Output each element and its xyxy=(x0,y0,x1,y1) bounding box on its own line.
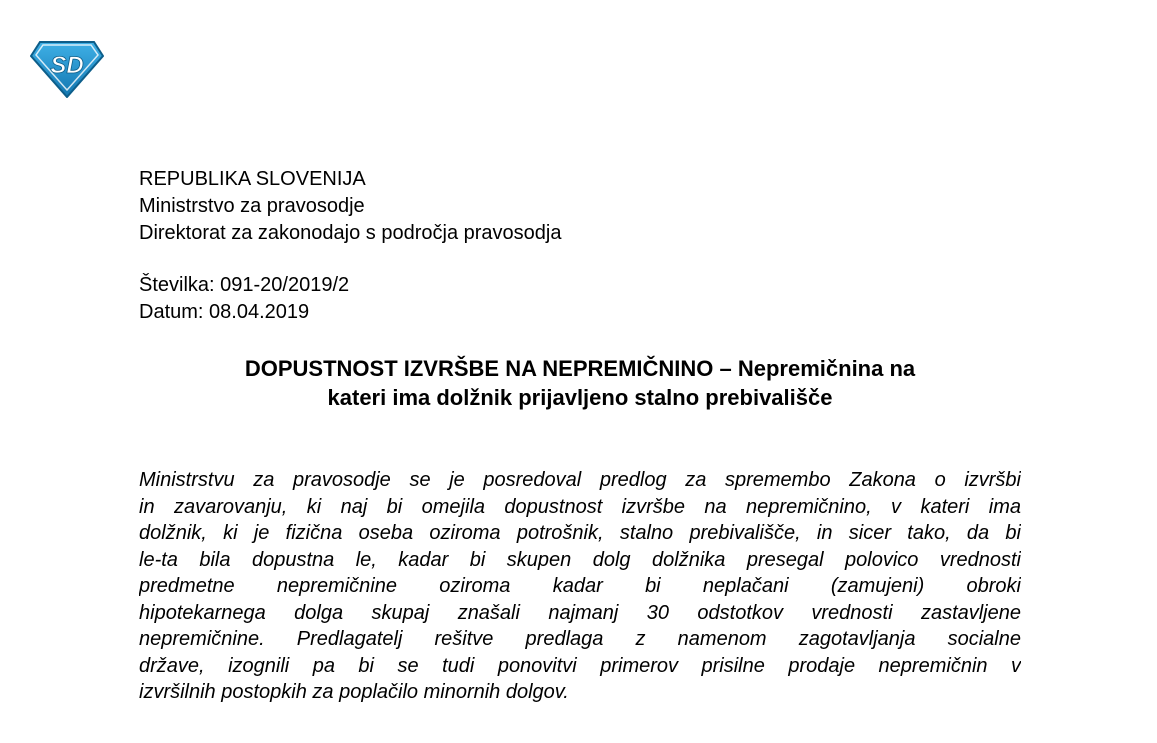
body-line: in zavarovanju, ki naj bi omejila dopustnost izvršbe na nepremičnino, v kateri ima xyxy=(139,495,1021,518)
body-line: Ministrstvu za pravosodje se je posredoval predlog za spremembo Zakona o izvršbi xyxy=(139,469,1021,491)
title-line-1: DOPUSTNOST IZVRŠBE NA NEPREMIČNINO – Nepremičnina na xyxy=(244,356,916,381)
document-title xyxy=(139,354,1021,412)
body-line: izvršilnih postopkih za poplačilo minornih dolgov. xyxy=(139,681,569,703)
body-line: nepremičnine. Predlagatelj rešitve predlaga z namenom zagotavljanja socialne xyxy=(139,628,1021,650)
body-paragraph xyxy=(139,467,1021,706)
body-line: hipotekarnega dolga skupaj znašali najmanj 30 odstotkov vrednosti zastavljene xyxy=(139,601,1021,624)
ministry-header xyxy=(139,166,561,247)
svg-text:SD: SD xyxy=(50,52,84,79)
body-line: le-ta bila dopustna le, kadar bi skupen dolg dolžnika presegal polovico vrednosti xyxy=(139,548,1021,571)
header-line-directorate: Direktorat za zakonodajo s področja pravosodja xyxy=(139,222,562,244)
document-number: Številka: 091-20/2019/2 xyxy=(139,274,350,296)
title-line-2: kateri ima dolžnik prijavljeno stalno prebivališče xyxy=(327,385,833,410)
body-line: dolžnik, ki je fizična oseba oziroma potrošnik, stalno prebivališče, in sicer tako, da bi xyxy=(139,522,1021,544)
header-line-ministry: Ministrstvo za pravosodje xyxy=(139,195,365,217)
body-line: predmetne nepremičnine oziroma kadar bi neplačani (zamujeni) obroki xyxy=(139,575,1021,597)
sd-logo-icon xyxy=(30,40,104,98)
body-line: države, izognili pa bi se tudi ponovitvi primerov prisilne prodaje nepremičnin v xyxy=(139,654,1021,677)
document-reference xyxy=(139,272,349,326)
document-date: Datum: 08.04.2019 xyxy=(139,301,310,323)
header-line-republic: REPUBLIKA SLOVENIJA xyxy=(139,168,366,190)
